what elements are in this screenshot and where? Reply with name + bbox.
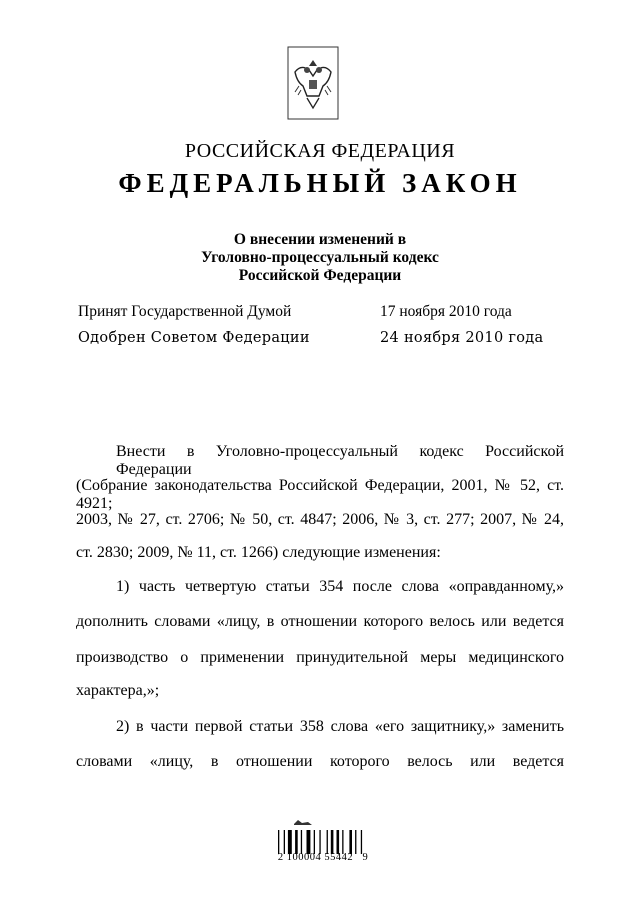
barcode-bar [319,830,320,854]
duma-adoption-date: 17 ноября 2010 года [380,303,512,320]
barcode-bar [284,830,285,854]
law-title-line: О внесении изменений в [233,231,407,248]
country-name: РОССИЙСКАЯ ФЕДЕРАЦИЯ [184,140,456,162]
coat-of-arms-icon [287,46,339,120]
barcode-bar [307,830,311,854]
barcode-bar [301,830,302,854]
body-line: (Собрание законодательства Российской Федерации, 2001, № 52, ст. 4921; [76,477,564,512]
body-line: словами «лицу, в отношении которого велось или ведется [76,753,564,770]
body-line: производство о применении принудительной меры медицинского [76,649,564,666]
body-line: ст. 2830; 2009, № 11, ст. 1266) следующие изменения: [76,544,441,561]
duma-adoption-label: Принят Государственной Думой [78,303,292,320]
body-line: дополнить словами «лицу, в отношении которого велось или ведется [76,613,564,630]
body-line: характера,»; [76,682,160,699]
council-approval-date: 24 ноября 2010 года [380,330,544,346]
barcode-bar [327,830,328,854]
barcode-bar [337,830,340,854]
barcode-bar [349,830,352,854]
barcode-bar [314,830,315,854]
body-line: 1) часть четвертую статьи 354 после слова «оправданному,» [116,578,564,595]
body-line: Внести в Уголовно-процессуальный кодекс Российской Федерации [116,443,564,478]
barcode-bar [331,830,334,854]
barcode-bar [355,830,356,854]
law-title-line: Российской Федерации [238,267,402,284]
barcode-bar [361,830,362,854]
body-line: 2003, № 27, ст. 2706; № 50, ст. 4847; 2006, № 3, ст. 277; 2007, № 24, [76,511,564,528]
barcode-bar [278,830,279,854]
barcode-bar [295,830,298,854]
barcode-bar [288,830,292,854]
law-title-line: Уголовно-процессуальный кодекс [201,249,439,266]
barcode-bar [342,830,343,854]
document-type: ФЕДЕРАЛЬНЫЙ ЗАКОН [118,168,522,198]
body-line: 2) в части первой статьи 358 слова «его защитнику,» заменить [116,718,564,735]
council-approval-label: Одобрен Советом Федерации [78,330,310,346]
barcode-number: 2 100004 55442 9 [277,852,369,863]
